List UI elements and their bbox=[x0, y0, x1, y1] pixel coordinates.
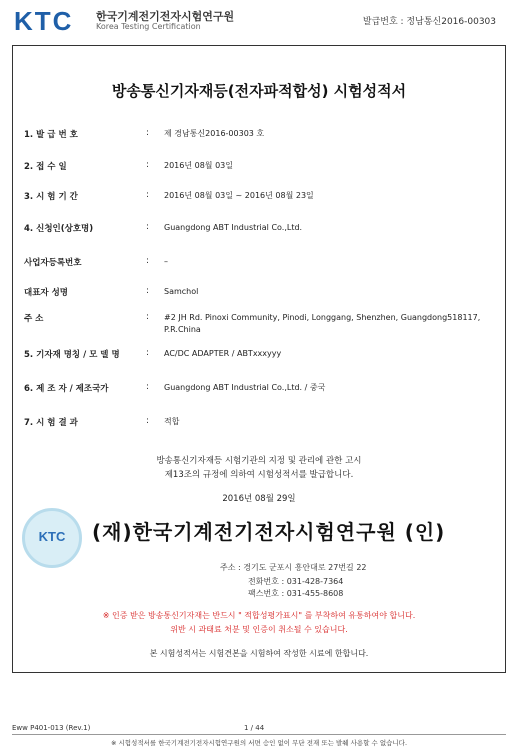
row-label: 대표자 성명 bbox=[24, 288, 69, 298]
notice-red-1: ※ 인증 받은 방송통신기자재는 반드시 " 적합성평가표시" 를 부착하여 유통하여야 합니다. bbox=[102, 611, 416, 620]
row-colon: : bbox=[146, 222, 149, 232]
row-value: AC/DC ADAPTER / ABTxxxyyy bbox=[164, 349, 282, 358]
statement-line-2: 제13조의 규정에 의하여 시험성적서를 발급합니다. bbox=[164, 470, 354, 480]
address: 주소 : 경기도 군포시 흥안대로 27번길 22 bbox=[220, 563, 367, 572]
ktc-logo: KTC bbox=[14, 6, 74, 36]
row-label: 주 소 bbox=[24, 314, 44, 324]
document-title: 방송통신기자재등(전자파적합성) 시험성적서 bbox=[111, 82, 407, 100]
row-value: #2 JH Rd. Pinoxi Community, Pinodi, Longgang, Shenzhen, Guangdong518117, P.R.China bbox=[164, 313, 481, 334]
row-value: Samchol bbox=[164, 287, 199, 296]
row-label: 7. 시 험 결 과 bbox=[24, 418, 78, 428]
notice-sample: 본 시험성적서는 시험견본을 시험하여 작성한 시료에 한합니다. bbox=[149, 649, 369, 658]
fax: 팩스번호 : 031-455-8608 bbox=[248, 589, 344, 598]
row-colon: : bbox=[146, 416, 149, 426]
issue-date: 2016년 08월 29일 bbox=[222, 494, 296, 504]
page-number: 1 / 44 bbox=[244, 724, 265, 732]
telephone: 전화번호 : 031-428-7364 bbox=[248, 577, 344, 586]
row-colon: : bbox=[146, 286, 149, 296]
row-colon: : bbox=[146, 190, 149, 200]
row-value: Guangdong ABT Industrial Co.,Ltd. bbox=[164, 223, 303, 232]
row-colon: : bbox=[146, 312, 149, 322]
row-value: Guangdong ABT Industrial Co.,Ltd. / 중국 bbox=[164, 383, 326, 392]
row-colon: : bbox=[146, 348, 149, 358]
ktc-seal-icon: KTC bbox=[22, 508, 82, 568]
row-colon: : bbox=[146, 256, 149, 266]
issue-number: 발급번호 : 정남통신2016-00303 bbox=[362, 17, 496, 27]
statement-line-1: 방송통신기자재등 시험기관의 지정 및 관리에 관한 고시 bbox=[156, 456, 362, 466]
footer-note: ※ 시험성적서를 한국기계전기전자시험연구원의 서면 승인 없이 무단 전재 또는 발췌 사용할 수 없습니다. bbox=[110, 739, 408, 747]
row-value: – bbox=[164, 257, 168, 266]
row-label: 1. 발 급 번 호 bbox=[24, 130, 78, 140]
row-label: 5. 기자재 명칭 / 모 델 명 bbox=[24, 350, 120, 360]
row-label: 사업자등록번호 bbox=[24, 258, 82, 268]
row-label: 2. 접 수 일 bbox=[24, 162, 67, 172]
row-colon: : bbox=[146, 160, 149, 170]
org-name-english: Korea Testing Certification bbox=[96, 22, 201, 31]
row-value: 적합 bbox=[164, 417, 180, 426]
row-colon: : bbox=[146, 382, 149, 392]
org-name-korean: 한국기계전기전자시험연구원 bbox=[96, 10, 235, 23]
row-colon: : bbox=[146, 128, 149, 138]
row-value: 2016년 08월 03일 bbox=[164, 161, 233, 170]
row-label: 6. 제 조 자 / 제조국가 bbox=[24, 384, 109, 394]
row-value: 제 경남통신2016-00303 호 bbox=[164, 129, 265, 138]
footer-divider bbox=[12, 734, 506, 735]
row-value: 2016년 08월 03일 ~ 2016년 08월 23일 bbox=[164, 191, 314, 200]
row-label: 3. 시 험 기 간 bbox=[24, 192, 78, 202]
notice-red-2: 위반 시 과태료 처분 및 인증이 취소될 수 있습니다. bbox=[170, 625, 348, 634]
form-code: Eww P401-013 (Rev.1) bbox=[12, 724, 91, 732]
issuer-name: (재)한국기계전기전자시험연구원 (인) bbox=[92, 520, 446, 544]
row-label: 4. 신청인(상호명) bbox=[24, 224, 94, 234]
